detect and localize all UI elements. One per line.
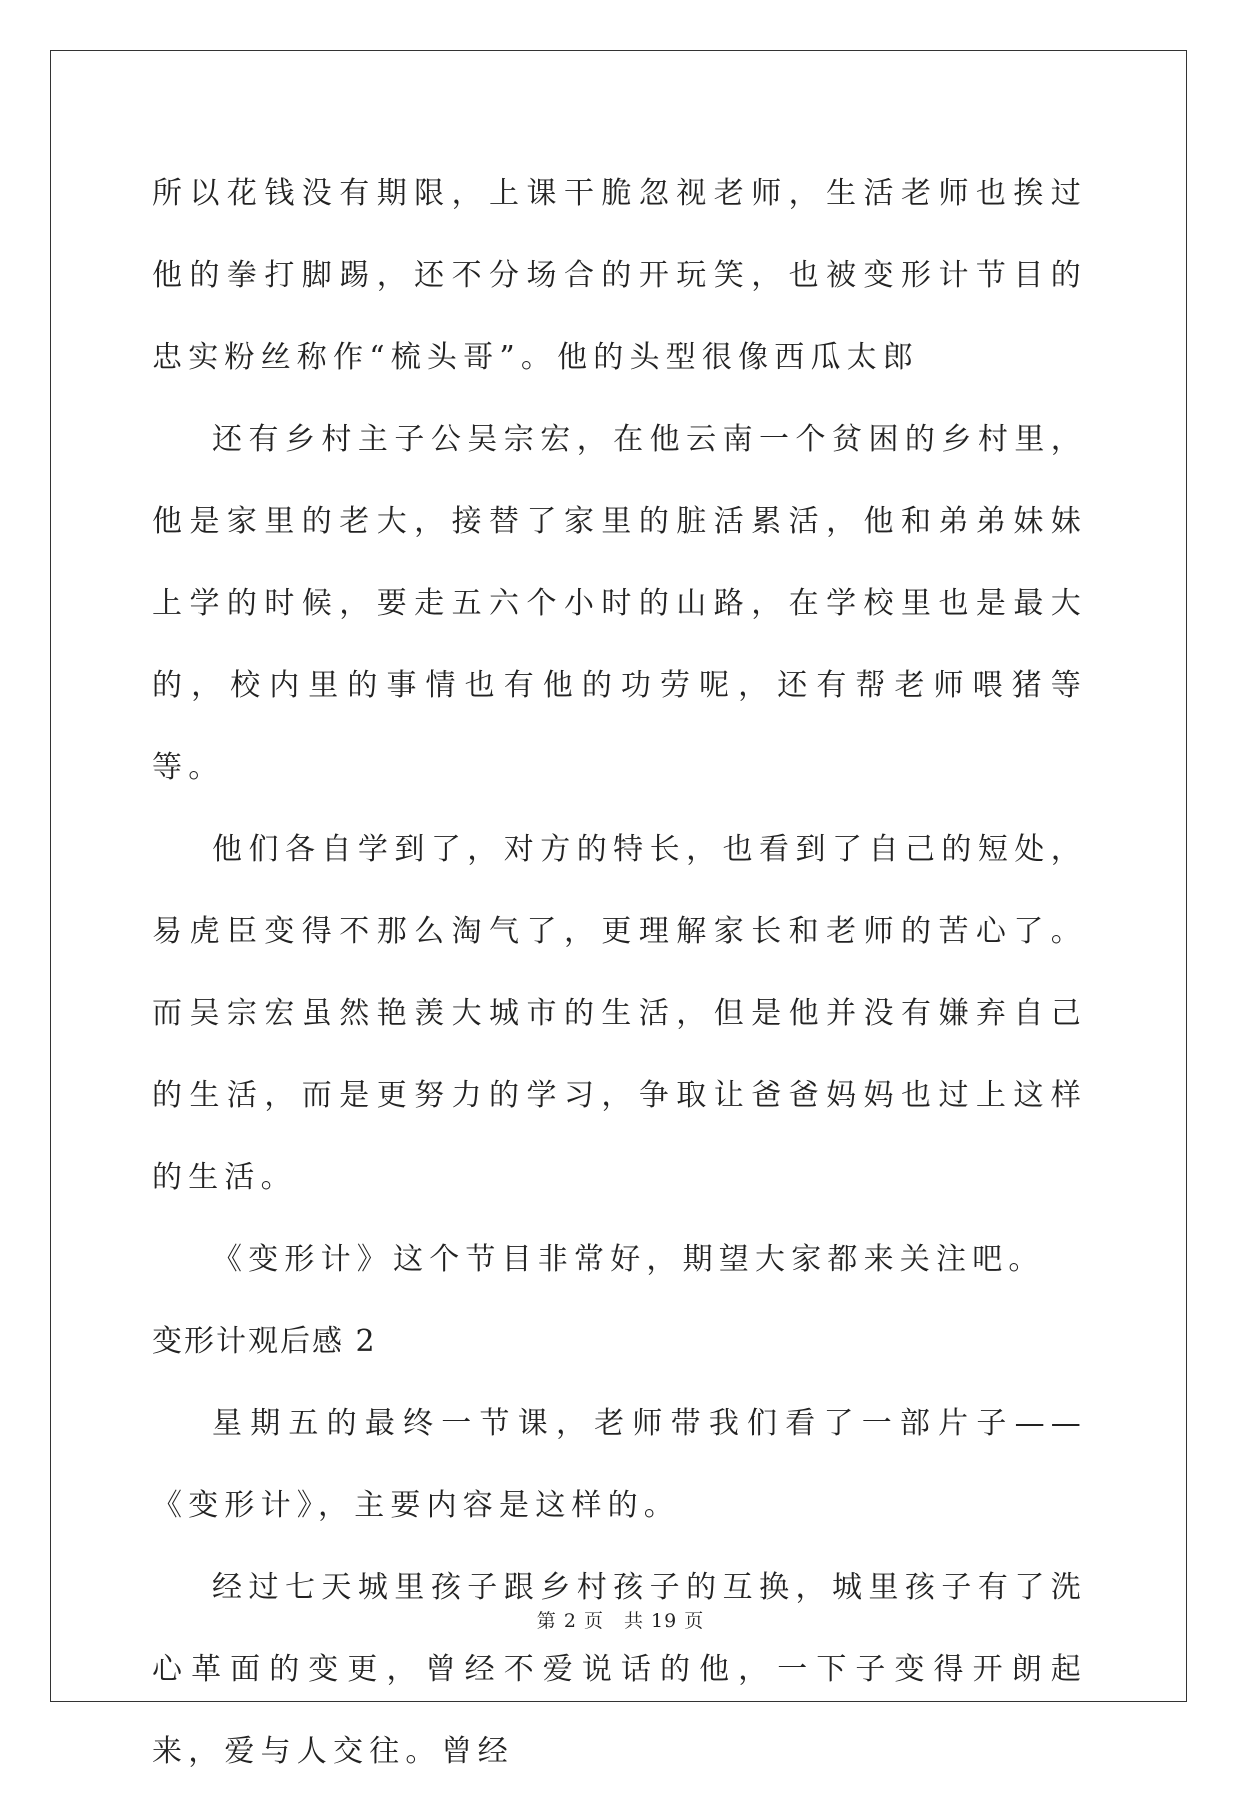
page-number-footer: 第 2 页 共 19 页 — [536, 1610, 705, 1632]
document-body — [152, 153, 1087, 1793]
section-heading: 变形计观后感 2 — [152, 1324, 377, 1359]
paragraph: 《变形计》这个节目非常好，期望大家都来关注吧。 — [212, 1242, 1045, 1277]
paragraph: 他们各自学到了，对方的特长，也看到了自己的短处，易虎臣变得不那么淘气了，更理解家长和老师的苦心了。而吴宗宏虽然艳羡大城市的生活，但是他并没有嫌弃自己的生活，而是更努力的学习，争取让爸爸妈妈也过上这样的生活。 — [152, 832, 1087, 1195]
paragraph: 所以花钱没有期限，上课干脆忽视老师，生活老师也挨过他的拳打脚踢，还不分场合的开玩笑，也被变形计节目的忠实粉丝称作“梳头哥”。他的头型很像西瓜太郎 — [152, 176, 1087, 375]
paragraph: 星期五的最终一节课，老师带我们看了一部片子——《变形计》，主要内容是这样的。 — [152, 1406, 1087, 1523]
paragraph: 还有乡村主子公吴宗宏，在他云南一个贫困的乡村里，他是家里的老大，接替了家里的脏活累活，他和弟弟妹妹上学的时候，要走五六个小时的山路，在学校里也是最大的，校内里的事情也有他的功劳呢，还有帮老师喂猪等等。 — [152, 422, 1087, 785]
paragraph: 经过七天城里孩子跟乡村孩子的互换，城里孩子有了洗心革面的变更，曾经不爱说话的他，一下子变得开朗起来，爱与人交往。曾经 — [152, 1570, 1087, 1769]
